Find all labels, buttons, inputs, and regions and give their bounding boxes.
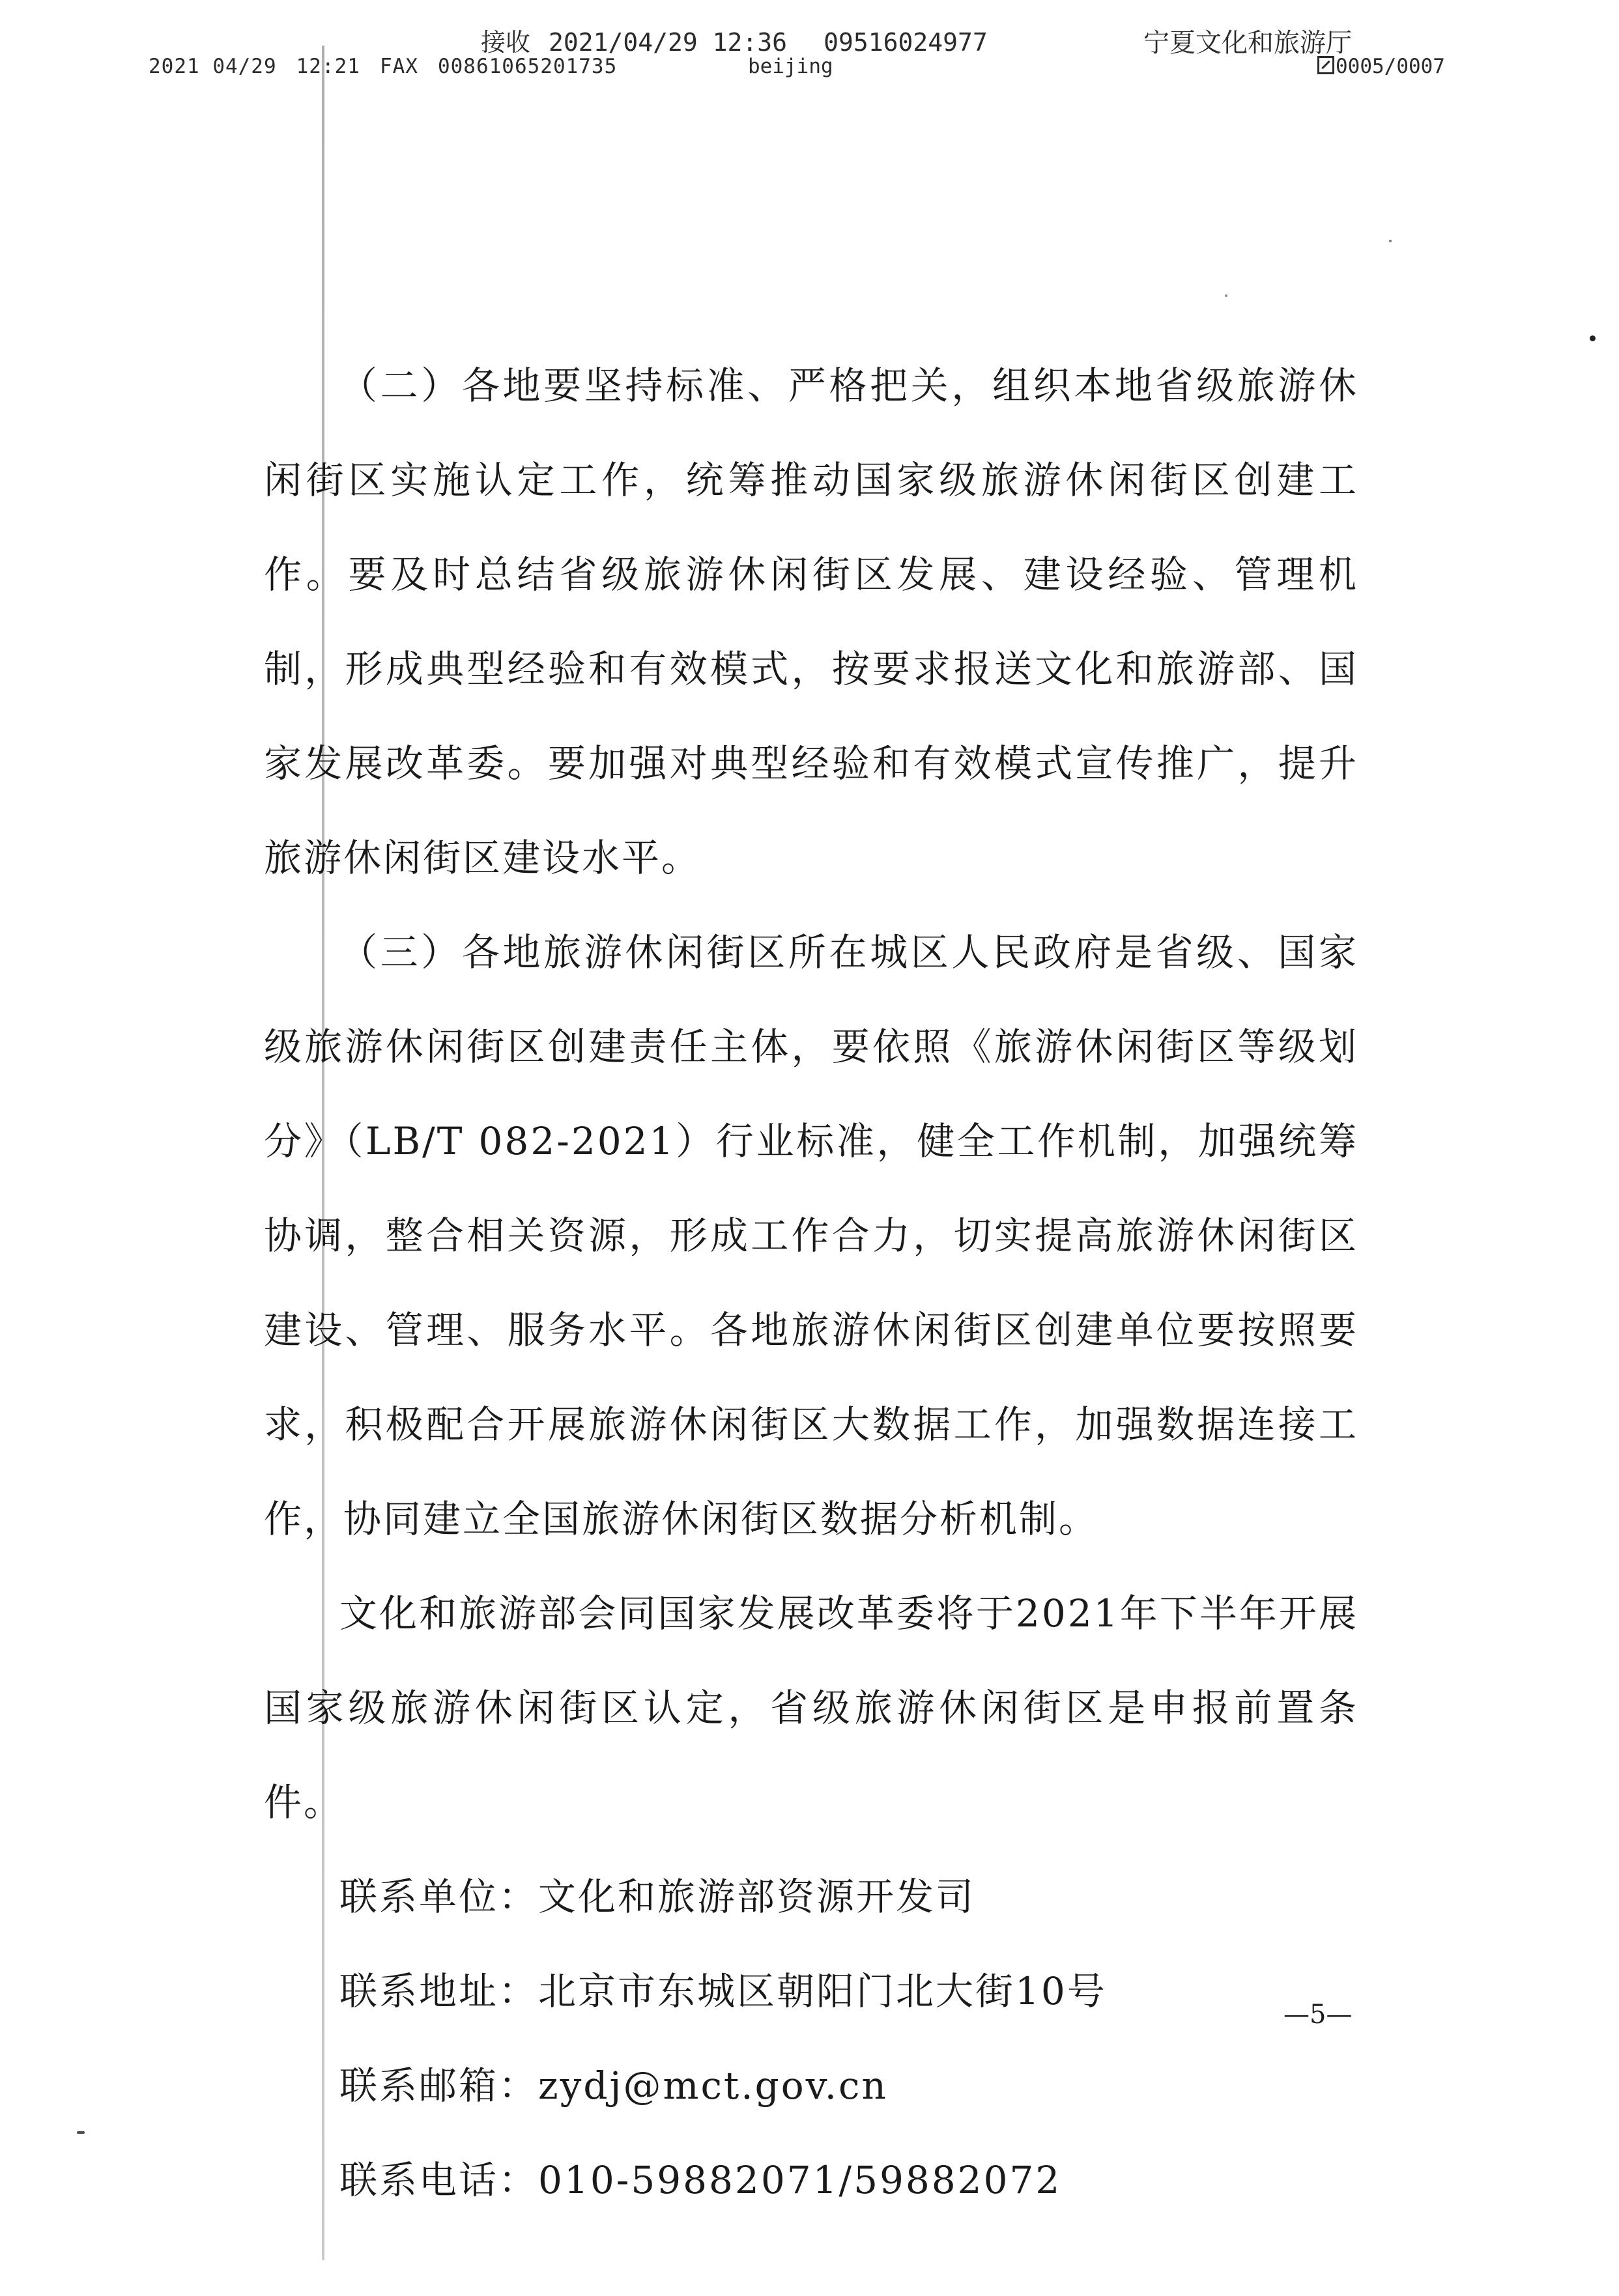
fax-sent-date: 2021 04/29 [149,55,277,78]
fax-sent-page [1317,55,1445,78]
paragraph-section-three: （三）各地旅游休闲街区所在城区人民政府是省级、国家级旅游休闲街区创建责任主体，要依照《旅游休闲街区等级划分》（LB/T 082-2021）行业标准，健全工作机制，加强统筹协调，整合相关资源，形成工作合力，切实提高旅游休闲街区建设、管理、服务水平。各地旅游休闲街区创建单位要按照要求，积极配合开展旅游休闲街区大数据工作，加强数据连接工作，协同建立全国旅游休闲街区数据分析机制。 [264,930,1358,1541]
contact-unit-label: 联系单位： [339,1875,539,1919]
contact-unit-value: 文化和旅游部资源开发司 [538,1875,976,1919]
document-body [264,339,1358,2228]
fax-received-number: 09516024977 [824,28,988,57]
contact-email-value: zydj@mct.gov.cn [538,2063,888,2108]
contact-address-value: 北京市东城区朝阳门北大街10号 [538,1969,1107,2013]
fax-sent-time: 12:21 [296,55,360,78]
fax-sent-city: beijing [748,55,833,78]
fax-received-label: 接收 [481,28,531,57]
fax-sent-number: 00861065201735 [437,55,618,78]
page-marker-icon [1317,56,1334,74]
fax-received-datetime: 2021/04/29 12:36 [549,28,788,57]
page-number: —5— [1283,2000,1353,2030]
scan-speck [1225,294,1227,297]
scan-speck [1590,335,1596,341]
fax-sent-type: FAX [379,55,418,78]
contact-email [264,2039,1358,2133]
contact-email-label: 联系邮箱： [339,2063,539,2108]
scan-speck [77,2131,85,2134]
contact-phone-label: 联系电话： [339,2158,539,2202]
contact-phone-value: 010-59882071/59882072 [538,2158,1062,2202]
paragraph-accreditation-notice: 文化和旅游部会同国家发展改革委将于2021年下半年开展国家级旅游休闲街区认定，省级旅游休闲街区是申报前置条件。 [264,1591,1358,1824]
contact-phone [264,2133,1358,2228]
contact-unit [264,1850,1358,1944]
contact-address-label: 联系地址： [339,1969,539,2013]
paragraph-section-two: （二）各地要坚持标准、严格把关，组织本地省级旅游休闲街区实施认定工作，统筹推动国家级旅游休闲街区创建工作。要及时总结省级旅游休闲街区发展、建设经验、管理机制，形成典型经验和有效模式，按要求报送文化和旅游部、国家发展改革委。要加强对典型经验和有效模式宣传推广，提升旅游休闲街区建设水平。 [264,363,1358,880]
fax-sent-line [149,55,617,78]
fax-received-organization: 宁夏文化和旅游厅 [1143,28,1352,58]
scan-speck [1389,240,1392,242]
contact-address [264,1944,1358,2039]
fax-sent-page-number: 0005/0007 [1336,55,1445,78]
fax-received-line [481,22,988,58]
